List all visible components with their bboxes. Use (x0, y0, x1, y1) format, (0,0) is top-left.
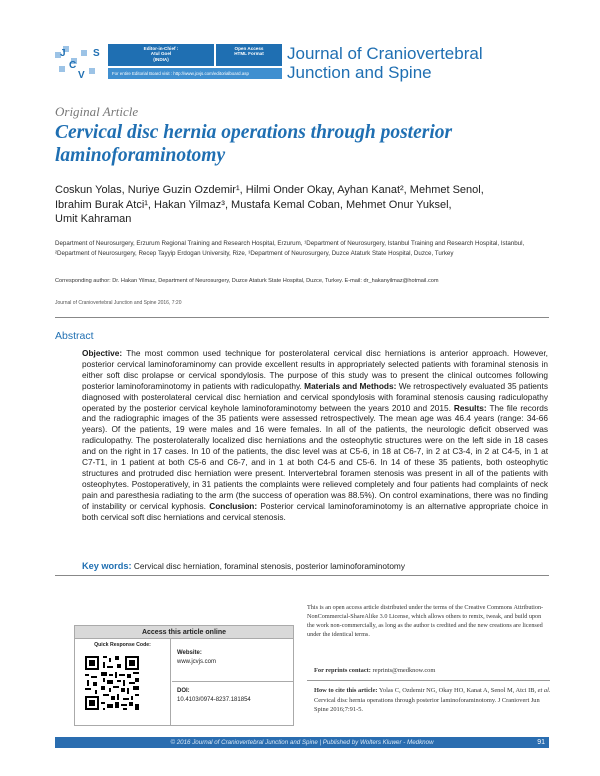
page-number: 91 (537, 739, 545, 746)
how-to-cite-rest: Cervical disc hernia operations through posterior laminoforaminotomy. J Craniovert Jun Spine 2016;7:91-5. (314, 696, 540, 714)
qr-label: Quick Response Code: (94, 642, 151, 648)
editor-label: Editor-in-Chief : (143, 46, 179, 51)
abstract-heading: Abstract (55, 330, 94, 342)
doi-link[interactable]: 10.4103/0974-8237.181854 (177, 697, 251, 703)
methods-text: We retrospectively evaluated 35 patients diagnosed with posterolateral cervical disc herniation and cervical spondylosis with foraminal stenosis causing radiculopathy operated by the posterior cervical keyhole laminoforaminotomy between the years 2010 and 2015. (82, 380, 548, 413)
access-format-box (216, 44, 282, 66)
logo-letter-v: V (78, 70, 85, 80)
abstract-body (82, 348, 548, 523)
editor-country: (INDIA) (153, 56, 169, 62)
keywords (82, 561, 548, 571)
doi-label: DOI: (177, 688, 190, 694)
authors-line: Coskun Yolas, Nuriye Guzin Ozdemir¹, Hilmi Onder Okay, Ayhan Kanat², Mehmet Senol, (55, 184, 484, 196)
objective-label: Objective: (82, 348, 123, 358)
logo-letter-j: J (60, 48, 66, 59)
reprints-label: For reprints contact: (314, 667, 371, 674)
qr-code-icon[interactable] (83, 654, 141, 712)
editor-box (108, 44, 214, 66)
conclusion-text: Posterior cervical laminoforaminotomy is an alternative appropriate choice in both cervical soft disc herniations and cervical stenosis. (82, 500, 548, 522)
logo-letter-s: S (93, 48, 100, 59)
journal-citation: Journal of Craniovertebral Junction and Spine 2016, 7:20 (55, 300, 182, 306)
how-to-cite-label: How to cite this article: (314, 687, 378, 694)
how-to-cite-authors: Yolas C, Ozdemir NG, Okay HO, Kanat A, Senol M, Atci IB, (378, 687, 537, 694)
article-type: Original Article (55, 104, 139, 119)
article-title: Cervical disc hernia operations through posterior laminoforaminotomy (55, 122, 453, 166)
divider (172, 681, 294, 682)
divider (55, 575, 549, 576)
license-text: This is an open access article distributed under the terms of the Creative Commons Attribution-NonCommercial-ShareAlike 3.0 License, which allows others to remix, tweak, and build upon the work non-commercially, as long as the author is credited and the new creations are licensed under the identical terms. (307, 604, 544, 638)
journal-logo (55, 44, 107, 80)
keywords-text: Cervical disc herniation, foraminal stenosis, posterior laminoforaminotomy (133, 561, 405, 571)
journal-name: Journal of Craniovertebral Junction and Spine (287, 44, 483, 82)
reprints-email[interactable]: reprints@medknow.com (372, 667, 436, 674)
html-format-label: HTML Format (234, 51, 264, 57)
authors-line: Ibrahim Burak Atci¹, Hakan Yilmaz³, Mustafa Kemal Coban, Mehmet Onur Yuksel, (55, 198, 452, 211)
logo-letter-c: C (69, 60, 77, 71)
page-footer (55, 737, 549, 748)
how-to-cite-etal: et al. (537, 687, 551, 694)
authors-line: Umit Kahraman (55, 213, 132, 225)
website-label: Website: (177, 650, 202, 656)
keywords-label: Key words: (82, 561, 132, 571)
corresponding-author: Corresponding author: Dr. Hakan Yilmaz, Department of Neurosurgery, Duzce Ataturk State Hospital, Duzce, Turkey. E-mail: dr_hakanyilmaz@hotmail.com (55, 278, 439, 284)
author-list (55, 183, 555, 227)
access-box-title: Access this article online (75, 626, 293, 639)
open-access-label: Open Access (234, 46, 264, 51)
results-text: The file records and the radiographic images of the 35 patients were assessed retrospectively. The mean age was 46.4 years (range: 34-66 years). Of the patients, 19 were males and 16 were females. In all of the patients, the neurologic deficit observed was radiculopathy. The posterolaterally localized disc herniations and the osteophytic structures were on the left side in 18 cases and on the right in 17 cases. In 10 of the patients, the disc level was at C5-6, in 18 at C6-7, in 2 at C3-4, in 2 at C4-5, in 1 at C7-T1, in 1 patient at both C5-6 and C6-7, and in 1 at both C4-5 and C5-6. In 14 of these 35 patients, both osteophytic structures and protruded disc herniation were present. Intervertebral foramen stenosis was present in all of the patients with osteophytes. Postoperatively, in 31 patients the complaints were relieved completely and four patients had complaints of neck pain and paresthesia radiating to the arm (the success of operation was 88.5%). On control examinations, there was no finding of instability or cervical kyphosis. (82, 402, 548, 511)
affiliations: Department of Neurosurgery, Erzurum Regional Training and Research Hospital, Erzurum, ¹Department of Neurosurgery, Istanbul Training and Research Hospital, Istanbul, ²Department of Neurosurgery, Recep Tayyip Erdogan University, Rize, ³Department of Neurosurgery, Duzce Ataturk State Hospital, Duzce, Turkey (55, 240, 525, 257)
objective-text: The most common used technique for posterolateral cervical disc herniations is anterior approach. However, posterior cervical laminoforaminomy can provide excellent results in appropriately selected patients with foraminal stenosis in either soft disc prolapse or cervical spondylosis. The purpose of this study was to present the clinical outcomes following posterior laminoforaminotomy in patients with radiculopathy. (82, 348, 548, 391)
results-label: Results: (453, 402, 487, 413)
editorial-board-link[interactable]: For entire Editorial Board visit : http://www.jcvjs.com/editorialboard.asp (108, 68, 282, 79)
divider (55, 317, 549, 318)
footer-text: © 2016 Journal of Craniovertebral Junction and Spine | Published by Wolters Kluwer - Medknow (170, 739, 434, 746)
access-box (74, 625, 294, 726)
reprints (314, 667, 435, 674)
conclusion-label: Conclusion: (209, 500, 258, 511)
how-to-cite (314, 686, 552, 715)
qr-column (75, 639, 171, 725)
website-link[interactable]: www.jcvjs.com (177, 659, 217, 665)
divider (307, 680, 550, 681)
methods-label: Materials and Methods: (304, 380, 397, 391)
editor-name: Atul Goel (150, 51, 172, 57)
